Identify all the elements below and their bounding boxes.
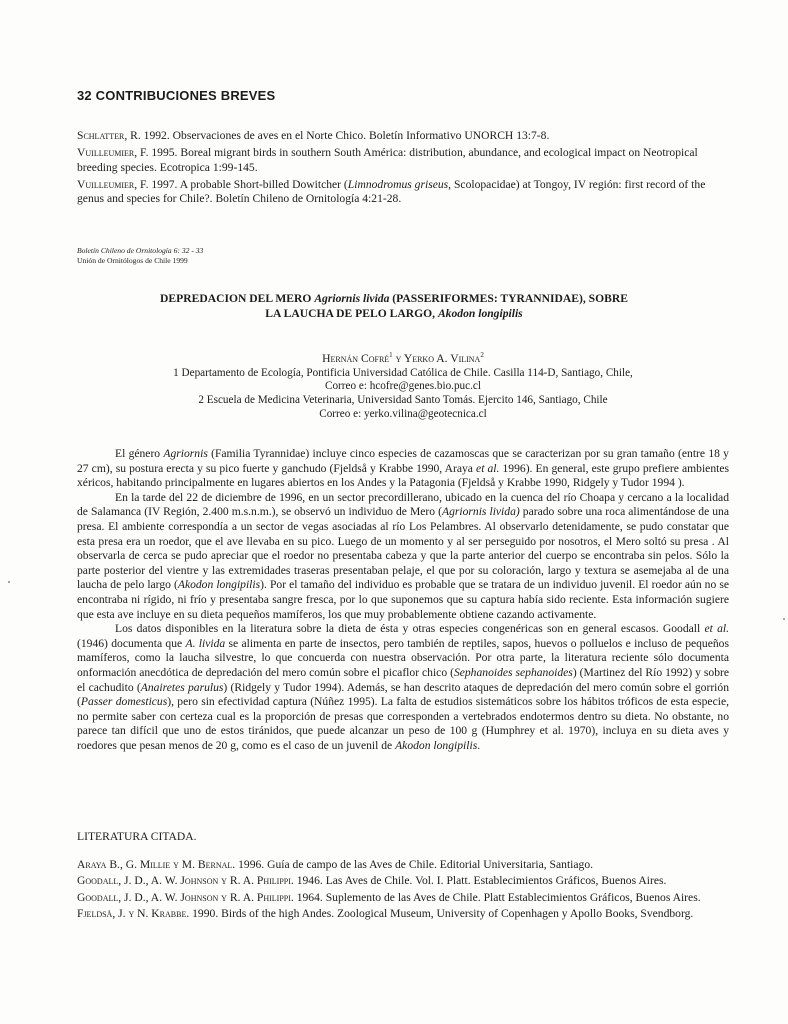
body-paragraph: En la tarde del 22 de diciembre de 1996, en un sector precordillerano, ubicado en la cuenca del río Choapa y cercano a la localidad de Salamanca (IV Región, 2.400 m.s.n.m.), se observó un individuo de Mero (Agriornis livida) parado sobre una roca alimentándose de una presa. El ambiente correspondía a un sector de vegas asociadas al río Los Pelambres. Al observarlo detenidamente, se pudo constatar que esta presa era un roedor, que el ave llevaba en su pico. Luego de un momento y al ser perseguido por nosotros, el Mero soltó su presa . Al observarla de cerca se pudo apreciar que el roedor no presentaba cabeza y que la parte anterior del cuerpo se encontraba sin pelos. Sólo la parte posterior del vientre y las extremidades traseras presentaban pelaje, el que por su coloración, largo y textura se asemejaba al de una laucha de pelo largo (Akodon longipilis). Por el tamaño del individuo es probable que se tratara de un individuo juvenil. El roedor aún no se encontraba ni rígido, ni frío y presentaba sangre fresca, por lo que suponemos que su captura había sido reciente. Esta información sugiere que esta ave incluye en su dieta pequeños mamíferos, los que muy probablemente obtiene cazando activamente. — [77, 490, 730, 621]
reference-entry — [77, 891, 729, 905]
species-name: Akodon longipilis — [437, 306, 523, 320]
reference-entry — [77, 907, 729, 921]
author-names: Hernán Cofré$^1$ y Yerko A. Vilina$^2$ — [322, 351, 484, 365]
article-title — [77, 292, 711, 321]
reference-entry — [77, 146, 729, 175]
scan-speck — [8, 581, 10, 583]
reference-author: Vuilleumier, F. — [77, 177, 149, 191]
reference-author: Goodall, J. D., A. W. Johnson y R. A. Philippi. — [77, 874, 294, 888]
reference-text: 1997. A probable Short-billed Dowitcher ( — [148, 177, 348, 191]
literature-heading: LITERATURA CITADA. — [77, 830, 197, 843]
reference-text: , Scolopacidae) at Tongoy, IV región: first record of the genus and species for Chile?. Boletín Chileno de Ornitología 4:21-28. — [77, 177, 706, 206]
previous-article-references — [77, 129, 729, 209]
affiliation: 1 Departamento de Ecología, Pontificia Universidad Católica de Chile. Casilla 114-D, Santiago, Chile, — [173, 366, 633, 379]
reference-author: Fjeldså, J. y N. Krabbe. — [77, 906, 190, 920]
reference-author: Araya B., G. Millie y M. Bernal. — [77, 858, 236, 871]
running-head: 32 CONTRIBUCIONES BREVES — [77, 88, 276, 103]
reference-author: Schlatter, R. — [77, 129, 141, 142]
reference-entry — [77, 874, 729, 888]
body-paragraph: Los datos disponibles en la literatura sobre la dieta de ésta y otras especies congenéricas son en general escasos. Goodall et al. (1946) documenta que A. livida se alimenta en parte de insectos, pero también de reptiles, sapos, huevos o polluelos e incluso de pequeños mamíferos, como la laucha silvestre, lo que concuerda con nuestra observación. Por otra parte, la literatura reciente sólo documenta onformación anecdótica de depredación del mero común sobre el picaflor chico (Sephanoides sephanoides) (Martinez del Río 1992) y sobre el cachudito (Anairetes parulus) (Ridgely y Tudor 1994). Además, se han descrito ataques de depredación del mero común sobre el gorrión (Passer domesticus), pero sin efectividad captura (Núñez 1995). La falta de estudios sistemáticos sobre los hábitos tróficos de esta especie, no permite saber con certeza cual es la proporción de presas que corresponden a vertebrados endotermos dentro su dieta. No obstante, no parece tan difícil que uno de estos tiránidos, que puede alcanzar un peso de 100 g (Humphrey et al. 1970), incluya en su dieta aves y roedores que pesan menos de 20 g, como es el caso de un juvenil de Akodon longipilis. — [77, 622, 729, 752]
species-name: Limnodromus griseus — [347, 177, 449, 191]
author-block — [77, 349, 729, 421]
author-email: Correo e: hcofre@genes.bio.puc.cl — [325, 380, 481, 393]
author-name: Hernán Cofré — [322, 351, 390, 365]
scan-speck — [783, 618, 785, 620]
species-name: Agriornis livida — [314, 292, 390, 305]
body-paragraph: El género Agriornis (Familia Tyrannidae) incluye cinco especies de cazamoscas que se caracterizan por su gran tamaño (entre 18 y 27 cm), su postura erecta y su pico fuerte y ganchudo (Fjeldså y Krabbe 1990, Araya et al. 1996). En general, este grupo prefiere ambientes xéricos, habitando principalmente en lugares abiertos en los Andes y la Patagonia (Fjeldså y Krabbe 1990, Ridgely y Tudor 1994 ). — [77, 447, 729, 490]
reference-text: 1990. Birds of the high Andes. Zoological Museum, University of Copenhagen y Apollo Books, Svendborg. — [189, 906, 694, 920]
journal-publisher: Unión de Ornitólogos de Chile 1999 — [77, 256, 188, 265]
reference-entry — [77, 858, 729, 872]
reference-text: 1964. Suplemento de las Aves de Chile. Platt Establecimientos Gráficos, Buenos Aires. — [293, 890, 701, 904]
article-title-line-2: LA LAUCHA DE PELO LARGO, Akodon longipilis — [265, 306, 523, 320]
author-email: Correo e: yerko.vilina@geotecnica.cl — [319, 407, 487, 420]
literature-cited — [77, 858, 729, 923]
journal-citation: Boletín Chileno de Ornitología 6: 32 - 33 — [77, 246, 204, 255]
affiliation: 2 Escuela de Medicina Veterinaria, Universidad Santo Tomás. Ejercito 146, Santiago, Chile — [198, 393, 608, 406]
reference-entry — [77, 129, 729, 143]
reference-text: 1992. Observaciones de aves en el Norte Chico. Boletín Informativo UNORCH 13:7-8. — [140, 129, 550, 142]
reference-text: 1995. Boreal migrant birds in southern South América: distribution, abundance, and ecological impact on Neotropical breeding species. Ecotropica 1:99-145. — [77, 146, 698, 174]
reference-text: 1996. Guía de campo de las Aves de Chile. Editorial Universitaria, Santiago. — [235, 858, 594, 871]
reference-author: Goodall, J. D., A. W. Johnson y R. A. Philippi. — [77, 890, 294, 904]
reference-entry — [77, 178, 729, 207]
reference-text: 1946. Las Aves de Chile. Vol. I. Platt. Establecimientos Gráficos, Buenos Aires. — [293, 874, 667, 888]
article-body — [77, 447, 729, 753]
reference-author: Vuilleumier, F. — [77, 146, 149, 160]
journal-info — [77, 246, 203, 266]
author-name: Yerko A. Vilina — [403, 351, 481, 365]
article-title-line-1: DEPREDACION DEL MERO Agriornis livida (PASSERIFORMES: TYRANNIDAE), SOBRE — [160, 292, 628, 305]
